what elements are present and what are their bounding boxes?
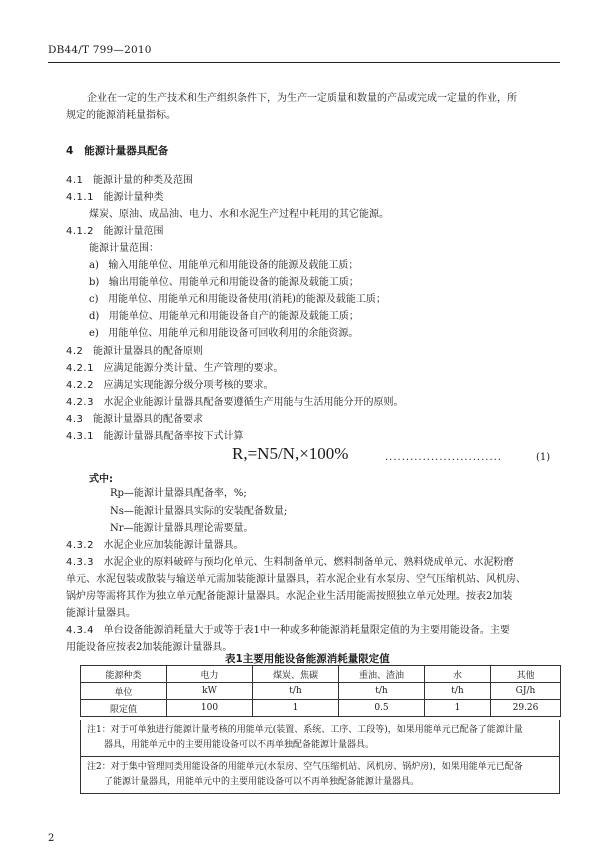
table-row	[81, 666, 561, 683]
section-4-1-1-number: 4.1.1	[66, 192, 94, 203]
table-cell: 能源种类	[81, 666, 167, 683]
section-4-2-1	[66, 362, 284, 376]
table-note-2-line-1: 注2：对于集中管理同类用能设备的用能单元(水泵房、空气压缩机站、风机房、锅炉房)，如果用能单元已配备	[87, 762, 523, 772]
section-4-3-1	[66, 430, 244, 444]
section-4-3-number: 4.3	[66, 414, 84, 425]
list-item-label: b)	[89, 277, 100, 288]
page-number: 2	[48, 833, 55, 844]
section-4-2-1-number: 4.2.1	[66, 363, 94, 374]
table-note-1-line-1: 注1：对于可单独进行能源计量考核的用能单元(装置、系统、工序、工段等)，如果用能单元已配备了能源计量	[87, 725, 523, 735]
section-4-2-3	[66, 396, 404, 410]
definition-ns: Ns—能源计量器具实际的安装配备数量;	[110, 506, 288, 517]
table-cell: 限定值	[81, 700, 167, 717]
list-item-label: c)	[89, 294, 99, 305]
section-4-1-2-number: 4.1.2	[66, 226, 94, 237]
section-4-3-1-text: 能源计量器具配备率按下式计算	[103, 431, 244, 442]
table-cell: t/h	[425, 683, 491, 700]
formula-leader: ............................	[385, 452, 503, 463]
section-4-title: 能源计量器具配备	[84, 145, 169, 157]
section-4-3-4-number: 4.3.4	[66, 625, 94, 636]
table-cell: 1	[425, 700, 491, 717]
document-code: DB44/T 799—2010	[48, 44, 152, 56]
section-4-1-2-lead: 能源计量范围：	[89, 243, 159, 254]
intro-line-2: 规定的能源消耗量指标。	[66, 110, 176, 121]
section-4-3	[66, 413, 203, 427]
table-cell: 水	[425, 666, 491, 683]
list-item-label: a)	[89, 260, 99, 271]
table-cell: kW	[167, 683, 253, 700]
section-4-heading	[66, 143, 168, 158]
formula-number: (1)	[536, 452, 551, 463]
table-note-2	[81, 756, 559, 793]
list-item	[89, 276, 359, 290]
section-4-2-3-number: 4.2.3	[66, 397, 94, 408]
section-4-3-3-line-1: 水泥企业的原料破碎与预均化单元、生料制备单元、燃料制备单元、熟料烧成单元、水泥粉磨	[103, 557, 514, 568]
section-4-3-2-text: 水泥企业应加装能源计量器具。	[103, 540, 244, 551]
table-row	[81, 700, 561, 717]
where-label: 式中:	[89, 474, 113, 485]
section-4-3-4-line-1: 单台设备能源消耗量大于或等于表1中一种或多种能源消耗量限定值的为主要用能设备。主要	[103, 625, 510, 636]
list-item-label: d)	[89, 311, 100, 322]
section-4-2-3-text: 水泥企业能源计量器具配备要遵循生产用能与生活用能分开的原则。	[103, 397, 404, 408]
list-item-label: e)	[89, 328, 99, 339]
table-cell: 电力	[167, 666, 253, 683]
section-4-1-2	[66, 225, 164, 239]
section-4-2-number: 4.2	[66, 346, 84, 357]
energy-limit-table	[80, 665, 561, 717]
table-note-1	[81, 720, 559, 756]
section-4-3-3	[66, 556, 514, 570]
section-4-3-3-line-3: 锅炉房等需将其作为独立单元配备能源计量器具。水泥企业生活用能需按照独立单元处理。按表2加装	[66, 591, 513, 602]
section-4-3-4-line-2: 用能设备应按表2加装能源计量器具。	[66, 642, 233, 653]
section-4-number: 4	[66, 145, 74, 157]
section-4-2-2-text: 应满足实现能源分级分项考核的要求。	[103, 380, 274, 391]
table-cell: 100	[167, 700, 253, 717]
section-4-2	[66, 345, 203, 359]
section-4-3-3-line-2: 单元、水泥包装或散装与输送单元需加装能源计量器具，若水泥企业有水泵房、空气压缩机站、风机房、	[66, 574, 526, 585]
section-4-3-3-line-4: 能源计量器具。	[66, 608, 136, 619]
list-item	[89, 293, 386, 307]
section-4-2-2-number: 4.2.2	[66, 380, 94, 391]
section-4-3-4	[66, 624, 510, 638]
table-1-caption: 表1主要用能设备能源消耗量限定值	[225, 653, 390, 665]
table-cell: 1	[253, 700, 339, 717]
list-item-text: 输入用能单位、用能单元和用能设备的能源及载能工质；	[108, 260, 359, 271]
definition-nr: Nr—能源计量器具理论需要量。	[110, 523, 254, 534]
section-4-2-2	[66, 379, 274, 393]
section-4-3-2	[66, 539, 244, 553]
section-4-3-2-number: 4.3.2	[66, 540, 94, 551]
table-notes	[80, 720, 560, 794]
section-4-3-3-number: 4.3.3	[66, 557, 94, 568]
list-item	[89, 259, 358, 273]
section-4-1-title: 能源计量的种类及范围	[92, 175, 193, 186]
list-item-text: 用能单位、用能单元和用能设备可回收利用的余能资源。	[108, 328, 359, 339]
table-note-2-line-2: 了能源计量器具，用能单元中的主要用能设备可以不再单独配备能源计量器具。	[104, 777, 420, 787]
table-cell: 其他	[491, 666, 561, 683]
table-cell: 煤炭、焦碳	[253, 666, 339, 683]
table-cell: t/h	[339, 683, 425, 700]
table-note-1-line-2: 器具，用能单元中的主要用能设备可以不再单独配备能源计量器具。	[104, 740, 375, 750]
table-cell: 重油、渣油	[339, 666, 425, 683]
list-item	[89, 327, 358, 341]
section-4-1-1-title: 能源计量种类	[103, 192, 164, 203]
section-4-1-1-body: 煤炭、原油、成品油、电力、水和水泥生产过程中耗用的其它能源。	[89, 209, 389, 220]
section-4-3-1-number: 4.3.1	[66, 431, 94, 442]
table-row	[81, 683, 561, 700]
section-4-1	[66, 174, 193, 188]
list-item	[89, 310, 359, 324]
table-cell: t/h	[253, 683, 339, 700]
section-4-2-1-text: 应满足能源分类计量、生产管理的要求。	[103, 363, 284, 374]
table-cell: GJ/h	[491, 683, 561, 700]
header-rule	[48, 62, 560, 63]
section-4-1-number: 4.1	[66, 175, 84, 186]
list-item-text: 用能单位、用能单元和用能设备使用(消耗)的能源及载能工质；	[108, 294, 386, 305]
table-cell: 29.26	[491, 700, 561, 717]
list-item-text: 输出用能单位、用能单元和用能设备的能源及载能工质；	[108, 277, 359, 288]
table-cell: 单位	[81, 683, 167, 700]
definition-rp: Rp—能源计量器具配备率，%;	[110, 488, 247, 499]
section-4-1-2-title: 能源计量范围	[103, 226, 164, 237]
formula: R,=N5/N,×100%	[232, 444, 349, 463]
section-4-3-title: 能源计量器具的配备要求	[92, 414, 203, 425]
list-item-text: 用能单位、用能单元和用能设备自产的能源及载能工质；	[108, 311, 359, 322]
intro-line-1: 企业在一定的生产技术和生产组织条件下，为生产一定质量和数量的产品或完成一定量的作业，所	[87, 93, 517, 104]
section-4-2-title: 能源计量器具的配备原则	[92, 346, 203, 357]
section-4-1-1	[66, 191, 164, 205]
table-cell: 0.5	[339, 700, 425, 717]
